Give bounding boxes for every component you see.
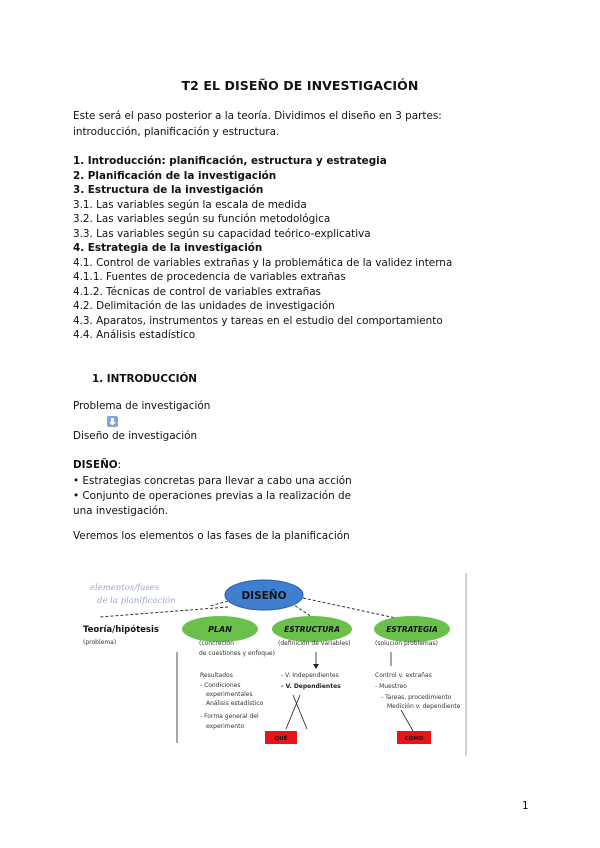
plan-list-item: - Forma general del <box>200 713 259 720</box>
toc-item: 3. Estructura de la investigación <box>73 184 264 196</box>
plan-list-item: - Condiciones <box>200 682 241 689</box>
down-arrow-icon <box>107 416 118 427</box>
table-of-contents <box>73 154 533 343</box>
estructura-note: (definición de variables) <box>278 640 351 647</box>
toc-item: 4.1. Control de variables extrañas y la problemática de la validez interna <box>73 256 453 269</box>
toc-item: 4.4. Análisis estadístico <box>73 329 196 341</box>
estrategia-note: (solución problemas) <box>375 640 438 647</box>
badge-que: QUÉ <box>274 736 288 742</box>
plan-note: de cuestiones y enfoque) <box>199 650 275 657</box>
plan-note: (concreción <box>199 640 234 647</box>
flow-to: Diseño de investigación <box>73 430 198 442</box>
node-teoria: Teoría/hipótesis <box>83 625 159 635</box>
estructura-list-item: - V. Independientes <box>281 672 339 679</box>
toc-item: 4.3. Aparatos, instrumentos y tareas en el estudio del comportamiento <box>73 314 443 327</box>
toc-item: 3.2. Las variables según su función metodológica <box>73 213 331 225</box>
diseno-heading: DISEÑO: <box>73 459 122 471</box>
document-title: T2 EL DISEÑO DE INVESTIGACIÓN <box>181 78 419 93</box>
plan-list-item: experimento <box>206 723 245 730</box>
node-estrategia: ESTRATEGIA <box>386 625 438 634</box>
plan-list-item: Resultados <box>200 672 233 679</box>
intro-paragraph: Este será el paso posterior a la teoría. Dividimos el diseño en 3 partes: introducción, planificación y estructura. <box>73 110 442 138</box>
section-heading: 1. INTRODUCCIÓN <box>92 373 197 385</box>
handwritten-note: de la planificación <box>97 596 176 606</box>
estrategia-list-item: - Muestreo <box>375 683 407 690</box>
toc-item: 4.1.2. Técnicas de control de variables extrañas <box>73 285 321 298</box>
toc-item: 2. Planificación de la investigación <box>73 169 277 182</box>
diseno-label: DISEÑO <box>73 459 118 471</box>
estrategia-list-item: Medición v. dependiente <box>387 703 461 710</box>
diseno-definitions <box>73 474 373 519</box>
definition-item: • Conjunto de operaciones previas a la realización de una investigación. <box>73 490 351 517</box>
node-teoria-note: (problema) <box>83 639 117 646</box>
estrategia-list-item: - Tareas, procedimiento <box>381 694 452 701</box>
flow-from: Problema de investigación <box>73 400 211 412</box>
node-diseno: DISEÑO <box>241 590 287 602</box>
badge-como: CÓMO <box>404 736 424 742</box>
toc-item: 4.1.1. Fuentes de procedencia de variables extrañas <box>73 271 346 283</box>
toc-item: 3.1. Las variables según la escala de medida <box>73 198 307 211</box>
node-estructura: ESTRUCTURA <box>284 625 340 634</box>
phases-sentence: Veremos los elementos o las fases de la planificación <box>73 530 350 542</box>
toc-item: 3.3. Las variables según su capacidad teórico-explicativa <box>73 227 371 240</box>
plan-list-item: experimentales <box>206 691 253 698</box>
definition-item: • Estrategias concretas para llevar a cabo una acción <box>73 475 352 487</box>
diagram-design-plan <box>75 573 469 756</box>
plan-list-item: Análisis estadístico <box>206 700 264 707</box>
toc-item: 4.2. Delimitación de las unidades de investigación <box>73 300 335 312</box>
handwritten-note: elementos/fases <box>90 583 160 593</box>
toc-item: 4. Estrategia de la investigación <box>73 242 263 254</box>
page-number: 1 <box>522 800 529 812</box>
estructura-list-item: - V. Dependientes <box>281 683 341 690</box>
toc-item: 1. Introducción: planificación, estructura y estrategia <box>73 155 387 167</box>
estrategia-list-item: Control v. extrañas <box>375 672 432 679</box>
node-plan: PLAN <box>208 625 232 634</box>
